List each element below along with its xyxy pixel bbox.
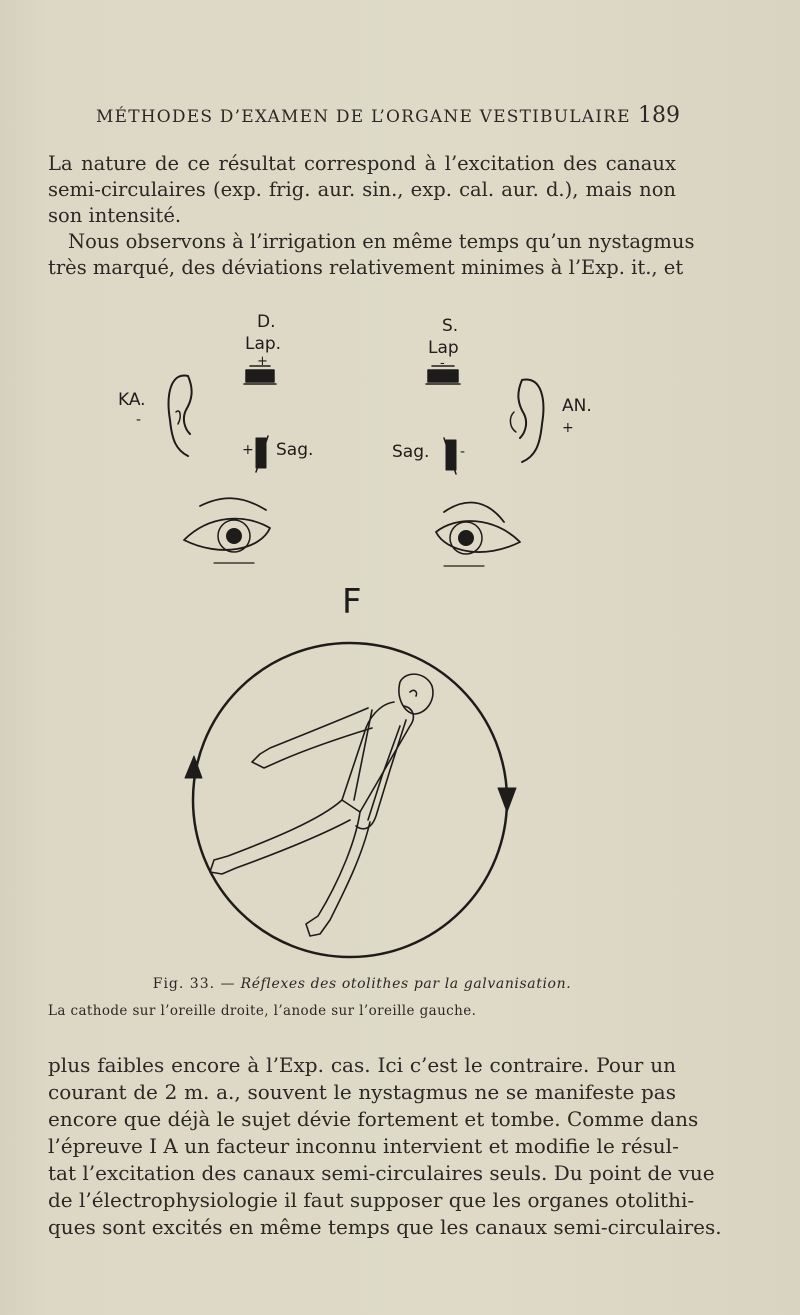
left-pole-sign: - bbox=[136, 412, 142, 428]
right-arrow-icon bbox=[498, 788, 516, 812]
falling-man-drawing bbox=[210, 674, 433, 936]
text-line: courant de 2 m. a., souvent le nystagmus ne se manifeste pas bbox=[48, 1080, 676, 1104]
figure-number: Fig. 33. — bbox=[152, 976, 236, 992]
right-pole-label: AN. bbox=[562, 396, 592, 416]
text-line: semi-circulaires (exp. frig. aur. sin., exp. cal. aur. d.), mais non bbox=[48, 178, 676, 201]
right-top-label: S. bbox=[442, 316, 459, 336]
right-lap-label: Lap bbox=[428, 338, 459, 358]
text-line: son intensité. bbox=[48, 204, 182, 227]
left-eye-icon bbox=[184, 498, 270, 563]
text-line: encore que déjà le sujet dévie fortement et tombe. Comme dans bbox=[48, 1107, 699, 1131]
text-line: La nature de ce résultat correspond à l’excitation des canaux bbox=[48, 152, 676, 175]
paragraph-top bbox=[48, 150, 695, 280]
right-sag-label: Sag. bbox=[392, 442, 430, 462]
page-number: 189 bbox=[638, 103, 680, 128]
figure-f-label: F bbox=[342, 582, 362, 622]
left-lap-sign: + bbox=[257, 354, 268, 369]
right-sag-sign: - bbox=[460, 444, 466, 460]
running-head bbox=[96, 103, 688, 131]
text-line: très marqué, des déviations relativement minimes à l’Exp. it., et bbox=[48, 256, 684, 279]
right-ear-icon bbox=[518, 380, 543, 462]
text-line: plus faibles encore à l’Exp. cas. Ici c’est le contraire. Pour un bbox=[48, 1053, 676, 1077]
figure-subcaption: La cathode sur l’oreille droite, l’anode sur l’oreille gauche. bbox=[48, 1003, 477, 1019]
figure-drawing bbox=[110, 300, 630, 970]
right-eye-icon bbox=[436, 503, 520, 566]
text-line: ques sont excités en même temps que les canaux semi-circulaires. bbox=[48, 1215, 722, 1239]
left-sag-sign: + bbox=[242, 442, 254, 458]
left-lap-label: Lap. bbox=[245, 334, 282, 354]
figure-33 bbox=[110, 300, 630, 970]
text-line: l’épreuve I A un facteur inconnu intervient et modifie le résul- bbox=[48, 1134, 679, 1158]
figure-caption-title: Réflexes des otolithes par la galvanisation. bbox=[240, 976, 572, 992]
left-top-label: D. bbox=[257, 312, 276, 332]
rotation-circle bbox=[185, 643, 516, 957]
right-lap-sign: - bbox=[440, 356, 445, 371]
running-head-title: MÉTHODES D’EXAMEN DE L’ORGANE VESTIBULAIRE bbox=[96, 107, 631, 127]
right-pole-sign: + bbox=[562, 420, 574, 436]
left-sag-icon bbox=[256, 436, 268, 472]
figure-caption bbox=[48, 976, 676, 992]
left-pole-label: KA. bbox=[118, 390, 146, 410]
text-line: tat l’excitation des canaux semi-circulaires seuls. Du point de vue bbox=[48, 1161, 715, 1185]
text-line: de l’électrophysiologie il faut supposer que les organes otolithi- bbox=[48, 1188, 695, 1212]
text-line: Nous observons à l’irrigation en même temps qu’un nystagmus bbox=[68, 230, 695, 253]
left-sag-label: Sag. bbox=[276, 440, 314, 460]
paragraph-bottom bbox=[48, 1052, 722, 1241]
right-sag-icon bbox=[444, 438, 456, 474]
